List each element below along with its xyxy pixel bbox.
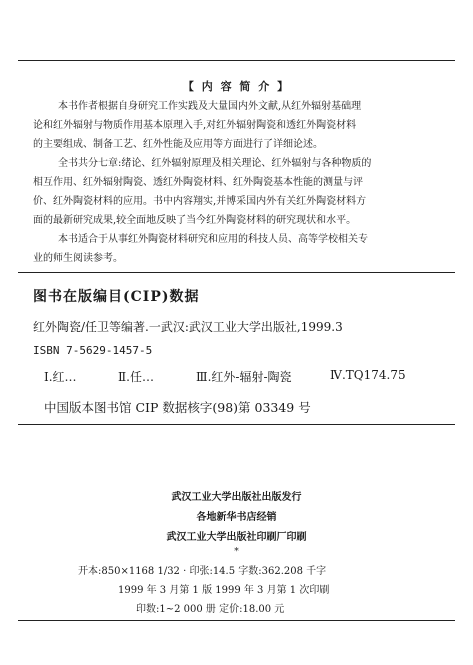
middle-rule bbox=[18, 272, 455, 273]
cip-class-4: Ⅳ.TQ174.75 bbox=[330, 368, 406, 382]
edition-line: 1999 年 3 月第 1 版 1999 年 3 月第 1 次印刷 bbox=[118, 585, 330, 596]
abstract-line-7: 面的最新研究成果,较全面地反映了当今红外陶瓷材料的研究现状和水平。 bbox=[33, 215, 357, 226]
format-specs-line: 开本:850×1168 1/32 · 印张:14.5 字数:362.208 千字 bbox=[78, 566, 327, 577]
top-rule bbox=[18, 60, 455, 61]
abstract-line-2: 论和红外辐射与物质作用基本原理入手,对红外辐射陶瓷和透红外陶瓷材料 bbox=[33, 120, 357, 131]
print-run-price-line: 印数:1~2 000 册 定价:18.00 元 bbox=[136, 604, 285, 615]
abstract-line-8: 本书适合于从事红外陶瓷材料研究和应用的科技人员、高等学校相关专 bbox=[58, 234, 368, 245]
abstract-line-9: 业的师生阅读参考。 bbox=[33, 253, 123, 264]
bottom-rule bbox=[18, 620, 455, 621]
abstract-line-6: 价、红外陶瓷材料的应用。书中内容翔实,并博采国内外有关红外陶瓷材料方 bbox=[33, 196, 367, 207]
abstract-title: 【 内 容 简 介 】 bbox=[182, 80, 291, 93]
lower-rule bbox=[18, 424, 455, 425]
abstract-line-5: 相互作用、红外辐射陶瓷、透红外陶瓷材料、红外陶瓷基本性能的测量与评 bbox=[33, 177, 363, 188]
printer-line: 武汉工业大学出版社印刷厂印刷 bbox=[166, 532, 307, 543]
separator-star: * bbox=[234, 547, 239, 557]
cip-verification: 中国版本图书馆 CIP 数据核字(98)第 03349 号 bbox=[44, 400, 311, 415]
cip-class-2: Ⅱ.任… bbox=[118, 370, 154, 384]
abstract-line-1: 本书作者根据自身研究工作实践及大量国内外文献,从红外辐射基础理 bbox=[58, 101, 362, 112]
cip-class-3: Ⅲ.红外-辐射-陶瓷 bbox=[196, 370, 292, 384]
cip-bibliographic-line: 红外陶瓷/任卫等编著.一武汉:武汉工业大学出版社,1999.3 bbox=[33, 320, 343, 334]
abstract-line-4: 全书共分七章:绪论、红外辐射原理及相关理论、红外辐射与各种物质的 bbox=[58, 158, 372, 169]
distributor-line: 各地新华书店经销 bbox=[196, 512, 277, 523]
abstract-line-3: 的主要组成、制备工艺、红外性能及应用等方面进行了详细论述。 bbox=[33, 139, 323, 150]
cip-isbn: ISBN 7-5629-1457-5 bbox=[33, 344, 153, 357]
cip-class-1: Ⅰ.红… bbox=[44, 370, 77, 384]
cip-title: 图书在版编目(CIP)数据 bbox=[33, 289, 200, 305]
publisher-line: 武汉工业大学出版社出版发行 bbox=[171, 492, 302, 503]
